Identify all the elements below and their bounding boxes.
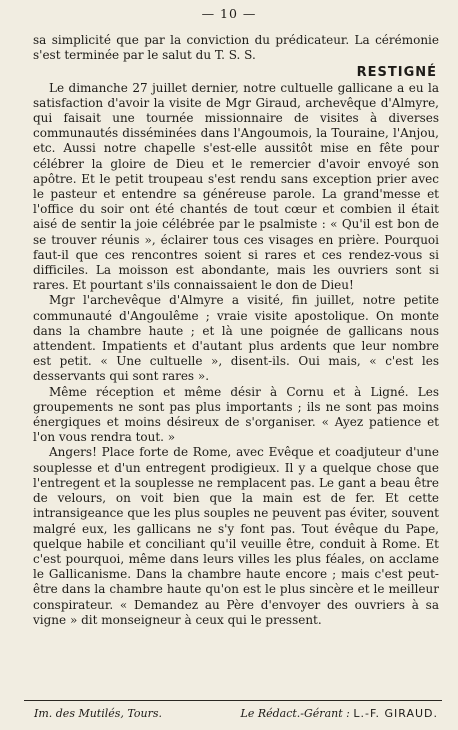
- paragraph-3: Même réception et même désir à Cornu et à Ligné. Les groupements ne sont pas plus importants ; ils ne sont pas moins énergiques et moins désireux de s'organiser. « Ayez patience et l'on vous rendra tout. »: [33, 384, 439, 445]
- body-text: [33, 33, 439, 628]
- editor-label: Le Rédact.-Gérant :: [240, 707, 350, 720]
- printer-credit: Im. des Mutilés, Tours.: [34, 707, 163, 720]
- paragraph-1: Le dimanche 27 juillet dernier, notre cultuelle gallicane a eu la satisfaction d'avoir la visite de Mgr Giraud, archevêque d'Almyre, qui faisait une tournée missionnaire de visites à diverses communautés disséminées dans l'Angoumois, la Touraine, l'Anjou, etc. Aussi notre chapelle s'est-elle aussitôt mise en fête pour célébrer la gloire de Dieu et le remercier d'avoir envoyé son apôtre. Et le petit troupeau s'est rendu sans exception prier avec le pasteur et entendre sa généreuse parole. La grand'messe et l'office du soir ont été chantés de tout cœur et combien il était aisé de sentir la joie célébrée par le psalmiste : « Qu'il est bon de se trouver réunis », éclairer tous ces visages en prière. Pourquoi faut-il que ces rencontres soient si rares et ces rendez-vous si difficiles. La moisson est abondante, mais les ouvriers sont si rares. Et pourtant s'ils connaissaient le don de Dieu!: [33, 80, 439, 293]
- section-title: RESTIGNÉ: [356, 65, 437, 81]
- page-number: — 10 —: [201, 6, 257, 21]
- paragraph-2: Mgr l'archevêque d'Almyre a visité, fin juillet, notre petite communauté d'Angoulême ; vraie visite apostolique. On monte dans la chambre haute ; et là une poignée de gallicans nous attendent. Impatients et d'autant plus ardents que leur nombre est petit. « Une cultuelle », disent-ils. Oui mais, « c'est les desservants qui sont rares ».: [33, 293, 439, 384]
- footer: [34, 707, 438, 720]
- footer-rule: [24, 700, 442, 701]
- editor-name: L.-F. GIRAUD.: [353, 707, 438, 720]
- opening-paragraph: sa simplicité que par la conviction du prédicateur. La cérémonie s'est terminée par le salut du T. S. S.: [33, 33, 439, 63]
- paragraph-4: Angers! Place forte de Rome, avec Evêque et coadjuteur d'une souplesse et d'un entregent prodigieux. Il y a quelque chose que l'entregent et la souplesse ne remplacent pas. Le gant a beau être de velours, on voit bien que la main est de fer. Et cette intransigeance que les plus souples ne peuvent pas éviter, souvent malgré eux, les gallicans ne s'y font pas. Tout évêque du Pape, quelque habile et conciliant qu'il veuille être, conduit à Rome. Et c'est pourquoi, même dans leurs villes les plus féales, on acclame le Gallicanisme. Dans la chambre haute encore ; mais c'est peut-être dans la chambre haute qu'on est le plus sincère et le meilleur conspirateur. « Demandez au Père d'envoyer des ouvriers à sa vigne » dit monseigneur à ceux qui le pressent.: [33, 445, 439, 627]
- editor-credit: [241, 707, 438, 720]
